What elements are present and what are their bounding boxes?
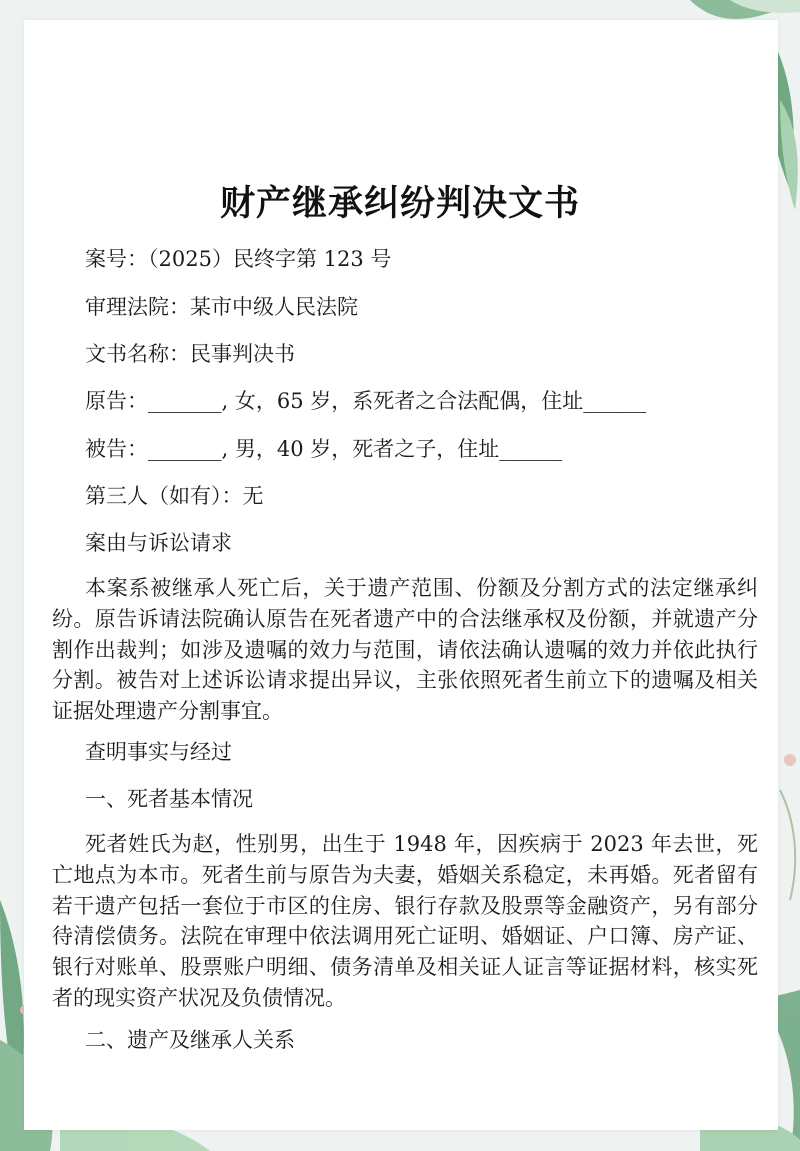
document-type: 文书名称：民事判决书 bbox=[85, 342, 295, 366]
court-name: 审理法院：某市中级人民法院 bbox=[85, 295, 358, 319]
facts-paragraph: 死者姓氏为赵，性别男，出生于 1948 年，因疾病于 2023 年去世，死亡地点为本市。死者生前与原告为夫妻，婚姻关系稳定，未再婚。死者留有若干遗产包括一套位于市区的住房、银行存款及股票等金融资产，另有部分待清偿债务。法院在审理中依法调用死亡证明、婚姻证、户口簿、房产证、银行对账单、股票账户明细、债务清单及相关证人证言等证据材料，核实死者的现实资产状况及负债情况。 bbox=[52, 832, 758, 1010]
cause-paragraph: 本案系被继承人死亡后，关于遗产范围、份额及分割方式的法定继承纠纷。原告诉请法院确认原告在死者遗产中的合法继承权及份额，并就遗产分割作出裁判；如涉及遗嘱的效力与范围，请依法确认遗嘱的效力并依此执行分割。被告对上述诉讼请求提出异议，主张依照死者生前立下的遗嘱及相关证据处理遗产分割事宜。 bbox=[52, 576, 758, 724]
plaintiff-info: 原告：_______, 女，65 岁，系死者之合法配偶，住址______ bbox=[85, 389, 647, 413]
section-heading-cause: 案由与诉讼请求 bbox=[85, 531, 232, 555]
defendant-info: 被告：_______, 男，40 岁，死者之子，住址______ bbox=[85, 437, 563, 461]
subsection-heading-1: 一、死者基本情况 bbox=[85, 787, 253, 811]
third-party-info: 第三人（如有）：无 bbox=[85, 484, 264, 508]
flower-icon bbox=[780, 754, 796, 900]
section-heading-facts: 查明事实与经过 bbox=[85, 740, 232, 764]
subsection-heading-2: 二、遗产及继承人关系 bbox=[85, 1028, 295, 1052]
document-title: 财产继承纠纷判决文书 bbox=[219, 183, 580, 224]
case-number: 案号：（2025）民终字第 123 号 bbox=[85, 247, 392, 271]
